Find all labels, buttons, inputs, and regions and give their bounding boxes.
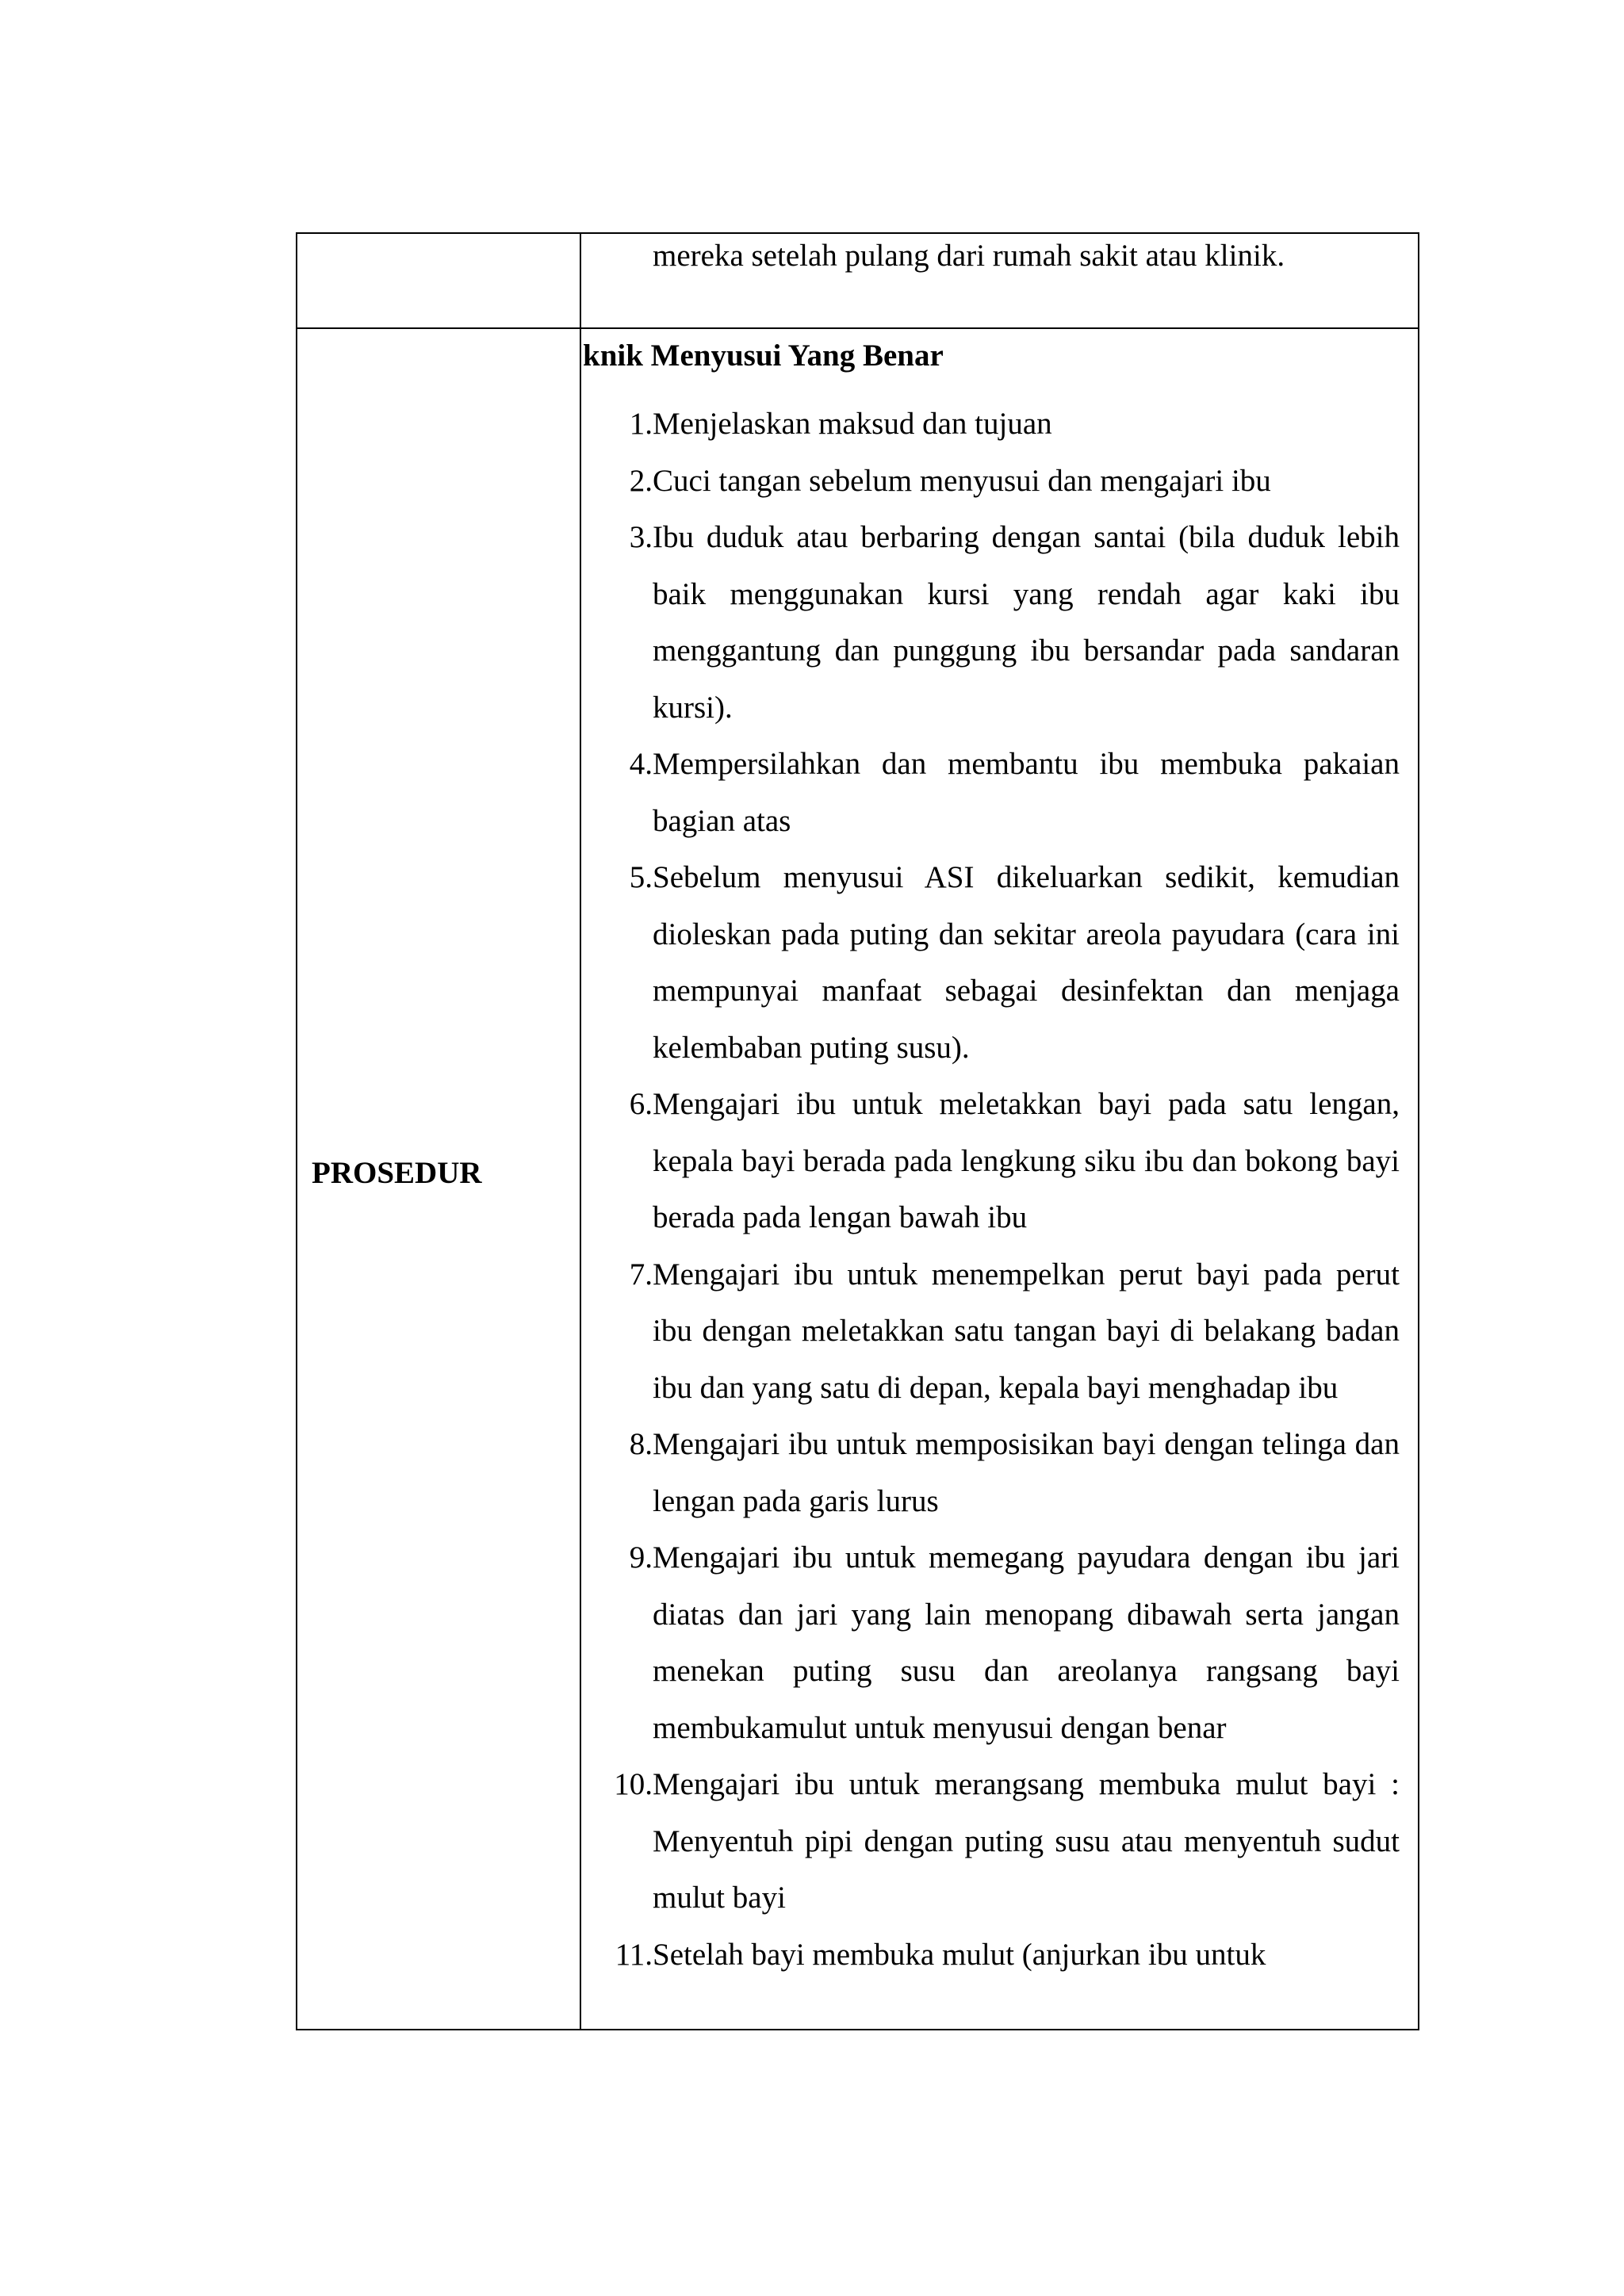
step-number: 8.	[629, 1427, 653, 1461]
step-text: Mempersilahkan dan membantu ibu membuka pakaian bagian atas	[653, 747, 1400, 838]
list-item	[605, 396, 1400, 453]
list-item	[605, 1529, 1400, 1756]
step-text: Ibu duduk atau berbaring dengan santai (bila duduk lebih baik menggunakan kursi yang rendah agar kaki ibu menggantung dan punggung ibu bersandar pada sandaran kursi).	[653, 520, 1400, 725]
label-cell	[297, 329, 581, 2029]
step-text: Mengajari ibu untuk memegang payudara dengan ibu jari diatas dan jari yang lain menopang dibawah serta jangan menekan puting susu dan areolanya rangsang bayi membukamulut untuk menyusui dengan benar	[653, 1540, 1400, 1745]
step-number: 10.	[614, 1767, 653, 1801]
step-text: Sebelum menyusui ASI dikeluarkan sedikit, kemudian dioleskan pada puting dan sekitar areola payudara (cara ini mempunyai manfaat sebagai desinfektan dan menjaga kelembaban puting susu).	[653, 860, 1400, 1065]
step-number: 1.	[629, 407, 653, 441]
step-number: 3.	[629, 520, 653, 554]
step-text: Mengajari ibu untuk menempelkan perut bayi pada perut ibu dengan meletakkan satu tangan bayi di belakang badan ibu dan yang satu di depan, kepala bayi menghadap ibu	[653, 1257, 1400, 1405]
label-cell-empty	[297, 234, 581, 327]
step-number: 4.	[629, 747, 653, 781]
list-item	[605, 1246, 1400, 1417]
procedure-heading: knik Menyusui Yang Benar	[583, 339, 944, 373]
list-item	[605, 453, 1400, 510]
step-number: 2.	[629, 463, 653, 498]
list-item	[605, 849, 1400, 1076]
procedure-label: PROSEDUR	[312, 1156, 482, 1190]
procedure-steps-list	[605, 396, 1400, 1983]
list-item	[605, 1076, 1400, 1246]
list-item	[605, 736, 1400, 849]
step-number: 5.	[629, 860, 653, 894]
step-number: 6.	[629, 1087, 653, 1121]
step-text: Mengajari ibu untuk merangsang membuka mulut bayi : Menyentuh pipi dengan puting susu atau menyentuh sudut mulut bayi	[653, 1767, 1400, 1915]
list-item	[605, 1756, 1400, 1927]
continuation-text: mereka setelah pulang dari rumah sakit atau klinik.	[653, 239, 1285, 273]
procedure-table	[296, 232, 1419, 2030]
step-text: Menjelaskan maksud dan tujuan	[653, 407, 1052, 441]
step-number: 9.	[629, 1540, 653, 1575]
step-number: 7.	[629, 1257, 653, 1292]
content-cell	[581, 234, 1418, 327]
step-text: Mengajari ibu untuk meletakkan bayi pada satu lengan, kepala bayi berada pada lengkung siku ibu dan bokong bayi berada pada lengan bawah ibu	[653, 1087, 1400, 1234]
table-row-continuation	[297, 234, 1418, 329]
list-item	[605, 1416, 1400, 1529]
procedure-content-cell	[581, 329, 1418, 2029]
step-text: Mengajari ibu untuk memposisikan bayi dengan telinga dan lengan pada garis lurus	[653, 1427, 1400, 1518]
list-item	[605, 1927, 1400, 1984]
table-row-procedure	[297, 329, 1418, 2029]
step-text: Setelah bayi membuka mulut (anjurkan ibu untuk	[653, 1937, 1266, 1972]
step-text: Cuci tangan sebelum menyusui dan mengajari ibu	[653, 463, 1271, 498]
list-item	[605, 509, 1400, 736]
step-number: 11.	[615, 1937, 653, 1972]
